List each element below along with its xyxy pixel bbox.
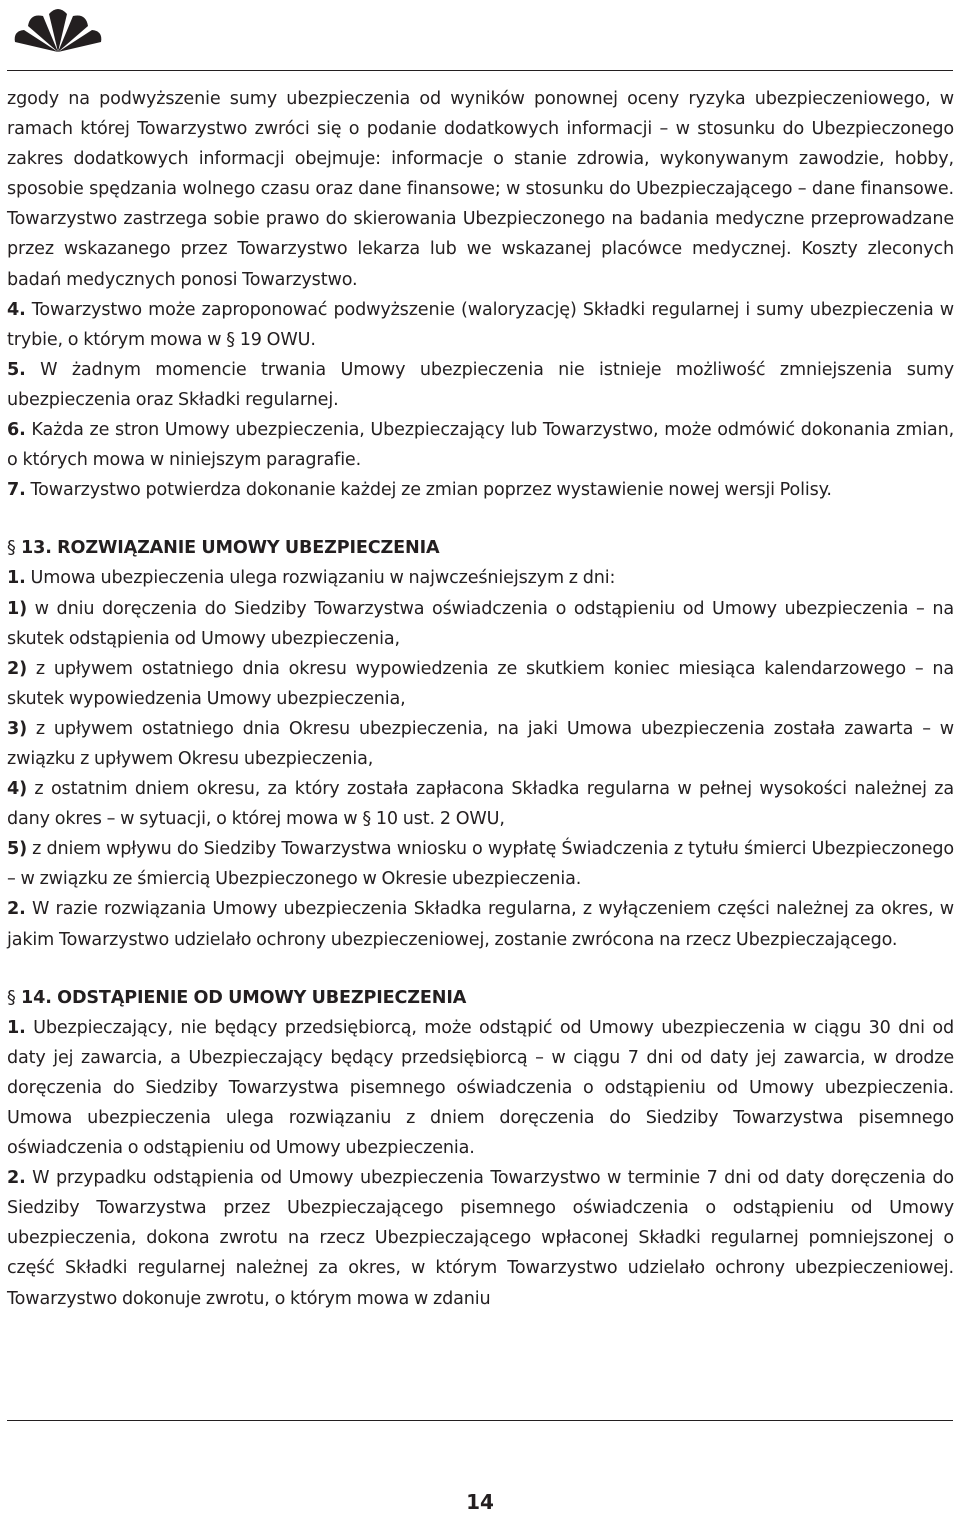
list-item: [7, 1163, 954, 1313]
item-number: 1): [7, 598, 27, 619]
footer-divider: [7, 1420, 953, 1421]
document-body: [7, 84, 954, 1314]
item-text: Umowa ubezpieczenia ulega rozwiązaniu w najwcześniejszym z dni:: [30, 568, 616, 589]
section-title: 14. ODSTĄPIENIE OD UMOWY UBEZPIECZENIA: [21, 987, 467, 1008]
item-number: 2): [7, 658, 27, 679]
list-item: [7, 654, 954, 714]
company-logo-icon: [10, 4, 106, 54]
item-text: z upływem ostatniego dnia okresu wypowiedzenia ze skutkiem koniec miesiąca kalendarzowego – na skutek wypowiedzenia Umowy ubezpieczenia,: [7, 658, 954, 709]
list-item: [7, 355, 954, 415]
section-13-heading: [7, 533, 954, 563]
item-number: 5): [7, 839, 27, 860]
list-item: [7, 594, 954, 654]
item-text: W przypadku odstąpienia od Umowy ubezpieczenia Towarzystwo w terminie 7 dni od daty doręczenia do Siedziby Towarzystwa przez Ubezpieczającego pisemnego oświadczenia o odstąpieniu od Umowy ubezpieczenia, dokona zwrotu na rzecz Ubezpieczającego wpłaconej Składki regularnej pomniejszonej o część Składki regularnej należnej za okres, w którym Towarzystwo udzielało ochrony ubezpieczeniowej. Towarzystwo dokonuje zwrotu, o którym mowa w zdaniu: [7, 1168, 954, 1309]
section-sign: §: [7, 987, 16, 1008]
item-number: 6.: [7, 420, 26, 441]
item-text: Ubezpieczający, nie będący przedsiębiorcą, może odstąpić od Umowy ubezpieczenia w ciągu 30 dni od daty jej zawarcia, a Ubezpieczający będący przedsiębiorcą – w ciągu 7 dni od daty jej zawarcia, w drodze doręczenia do Siedziby Towarzystwa pisemnego oświadczenia o odstąpieniu od Umowy ubezpieczenia. Umowa ubezpieczenia ulega rozwiązaniu z dniem doręczenia do Siedziby Towarzystwa pisemnego oświadczenia o odstąpieniu od Umowy ubezpieczenia.: [7, 1017, 955, 1159]
list-item: [7, 714, 954, 774]
item-text: W żadnym momencie trwania Umowy ubezpieczenia nie istnieje możliwość zmniejszenia sumy ubezpieczenia oraz Składki regularnej.: [7, 359, 955, 410]
page-number: 14: [466, 1490, 494, 1514]
list-item: [7, 894, 954, 954]
paragraph-continuation: zgody na podwyższenie sumy ubezpieczenia od wyników ponownej oceny ryzyka ubezpieczeniowego, w ramach której Towarzystwo zwróci się o podanie dodatkowych informacji – w stosunku do Ubezpieczonego zakres dodatkowych informacji obejmuje: informacje o stanie zdrowia, wykonywanym zawodzie, hobby, sposobie spędzania wolnego czasu oraz dane finansowe; w stosunku do Ubezpieczającego – dane finansowe. Towarzystwo zastrzega sobie prawo do skierowania Ubezpieczonego na badania medyczne przeprowadzane przez wskazanego przez Towarzystwo lekarza lub we wskazanej placówce medycznej. Koszty zleconych badań medycznych ponosi Towarzystwo.: [7, 89, 954, 290]
item-text: Każda ze stron Umowy ubezpieczenia, Ubezpieczający lub Towarzystwo, może odmówić dokonania zmian, o których mowa w niniejszym paragrafie.: [7, 420, 955, 471]
item-text: z upływem ostatniego dnia Okresu ubezpieczenia, na jaki Umowa ubezpieczenia została zawarta – w związku z upływem Okresu ubezpieczenia,: [7, 718, 955, 769]
list-item: [7, 1013, 954, 1163]
item-text: w dniu doręczenia do Siedziby Towarzystwa oświadczenia o odstąpieniu od Umowy ubezpieczenia – na skutek odstąpienia od Umowy ubezpieczenia,: [7, 598, 954, 649]
item-number: 5.: [7, 359, 26, 380]
item-number: 4.: [7, 299, 26, 320]
section-title: 13. ROZWIĄZANIE UMOWY UBEZPIECZENIA: [21, 538, 440, 559]
list-item: [7, 295, 954, 355]
list-item: [7, 834, 954, 894]
item-text: W razie rozwiązania Umowy ubezpieczenia Składka regularna, z wyłączeniem części należnej za okres, w jakim Towarzystwo udzielało ochrony ubezpieczeniowej, zostanie zwrócona na rzecz Ubezpieczającego.: [7, 899, 954, 950]
item-number: 4): [7, 779, 27, 800]
section-14-heading: [7, 983, 954, 1013]
item-number: 2.: [7, 1168, 26, 1189]
item-number: 3): [7, 718, 27, 739]
item-text: Towarzystwo może zaproponować podwyższenie (waloryzację) Składki regularnej i sumy ubezpieczenia w trybie, o którym mowa w § 19 OWU.: [7, 299, 954, 350]
item-number: 2.: [7, 899, 26, 920]
item-text: z ostatnim dniem okresu, za który została zapłacona Składka regularna w pełnej wysokości należnej za dany okres – w sytuacji, o której mowa w § 10 ust. 2 OWU,: [7, 779, 954, 830]
list-item: [7, 563, 954, 593]
item-text: Towarzystwo potwierdza dokonanie każdej ze zmian poprzez wystawienie nowej wersji Polisy.: [30, 480, 832, 501]
item-number: 7.: [7, 480, 26, 501]
list-item: [7, 774, 954, 834]
header-divider: [7, 70, 953, 71]
list-item: [7, 415, 954, 475]
item-number: 1.: [7, 568, 26, 589]
list-item: [7, 475, 954, 505]
item-number: 1.: [7, 1017, 26, 1038]
item-text: z dniem wpływu do Siedziby Towarzystwa wniosku o wypłatę Świadczenia z tytułu śmierci Ubezpieczonego – w związku ze śmiercią Ubezpieczonego w Okresie ubezpieczenia.: [7, 839, 954, 890]
section-sign: §: [7, 538, 16, 559]
